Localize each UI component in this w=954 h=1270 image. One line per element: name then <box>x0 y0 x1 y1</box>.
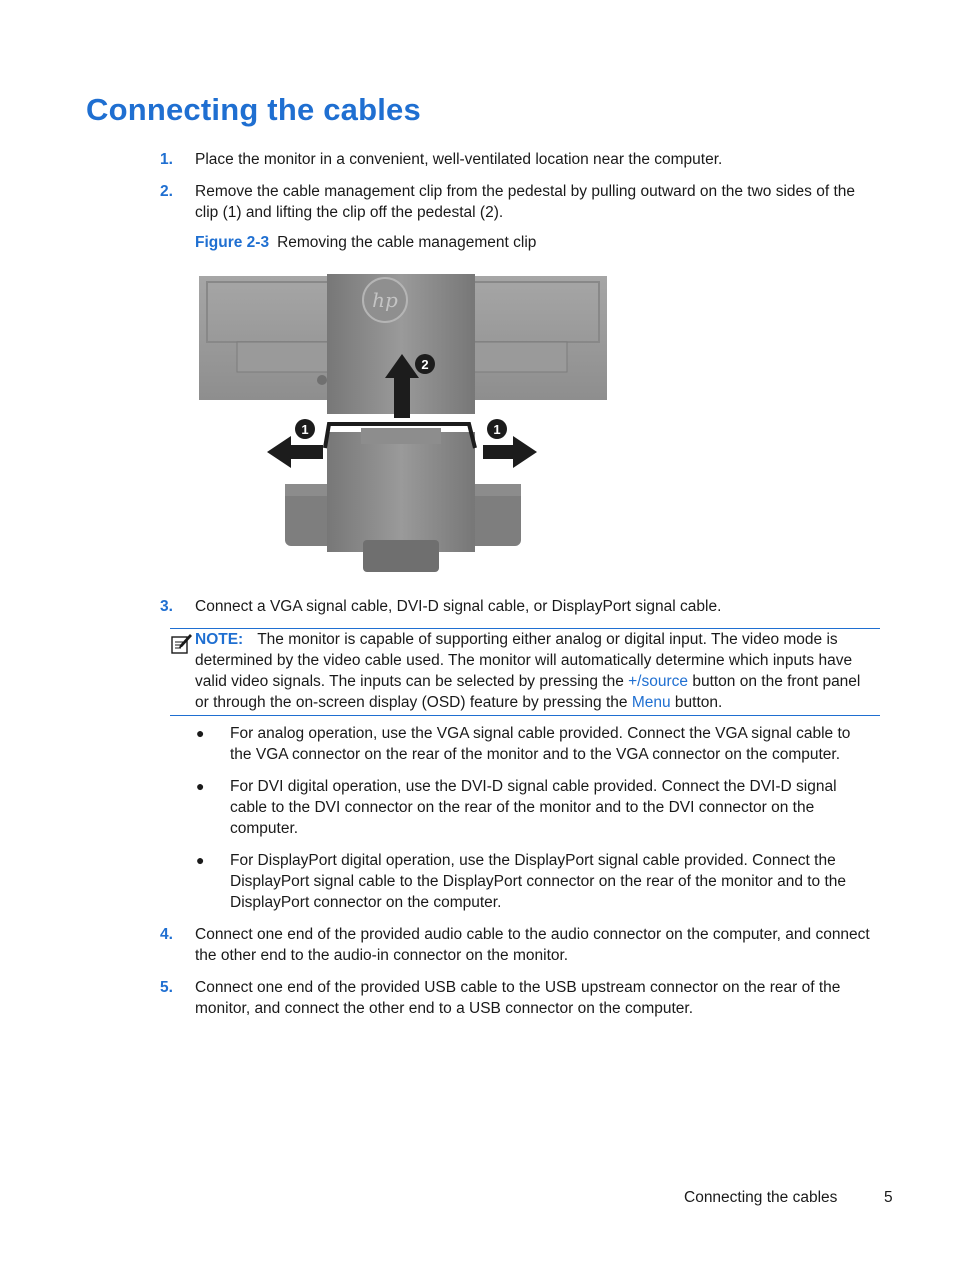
note-box <box>170 628 880 716</box>
bullet-dot: ● <box>196 725 205 741</box>
note-text-part: button. <box>670 694 723 711</box>
step-number: 2. <box>160 183 173 200</box>
hp-logo-text: hp <box>372 288 398 312</box>
arrow-left-icon <box>287 445 323 459</box>
figure-label: Figure 2-3 <box>195 234 270 251</box>
step-text: Connect one end of the provided USB cable to the USB upstream connector on the rear of the monitor, and connect the other end to a USB connector on the computer. <box>195 979 841 1017</box>
bullet-dot: ● <box>196 778 205 794</box>
step-number: 1. <box>160 151 173 168</box>
step-number: 5. <box>160 979 173 996</box>
bullet-text: For DVI digital operation, use the DVI-D signal cable provided. Connect the DVI-D signal cable to the DVI connector on the rear of the monitor and to the DVI connector on the computer. <box>230 778 837 837</box>
step-text: Connect a VGA signal cable, DVI-D signal cable, or DisplayPort signal cable. <box>195 598 722 615</box>
page-title: Connecting the cables <box>86 92 421 127</box>
step-text: Place the monitor in a convenient, well-ventilated location near the computer. <box>195 151 723 168</box>
note-text-part: button on the front panel or through the on-screen display (OSD) feature by pressing the <box>195 673 861 711</box>
callout-1-right-label: 1 <box>493 422 501 437</box>
step-text: Connect one end of the provided audio cable to the audio connector on the computer, and connect the other end to the audio-in connector on the monitor. <box>195 926 870 964</box>
cable-clip-figure <box>197 272 609 576</box>
bullet-text: For analog operation, use the VGA signal cable provided. Connect the VGA signal cable to the VGA connector on the rear of the monitor and to the VGA connector on the computer. <box>230 725 851 763</box>
figure-caption <box>195 234 536 252</box>
note-pencil-icon <box>170 633 192 655</box>
bullet-dot: ● <box>196 852 205 868</box>
bullet-text: For DisplayPort digital operation, use the DisplayPort signal cable provided. Connect the DisplayPort signal cable to the DisplayPort connector on the rear of the monitor and to the DisplayPort connector on the computer. <box>230 852 847 911</box>
note-text-part: The monitor is capable of supporting either analog or digital input. The video mode is determined by the video cable used. The monitor will automatically determine which inputs have valid video signals. The inputs can be selected by pressing the <box>195 631 853 690</box>
figure-caption-text: Removing the cable management clip <box>277 234 537 251</box>
source-button-link[interactable]: +/source <box>628 673 689 690</box>
page-number: 5 <box>884 1189 893 1206</box>
step-text: Remove the cable management clip from the pedestal by pulling outward on the two sides of the clip (1) and lifting the clip off the pedestal (2). <box>195 183 855 221</box>
note-label: NOTE: <box>195 631 244 648</box>
footer-section-title: Connecting the cables <box>684 1189 838 1206</box>
step-number: 4. <box>160 926 173 943</box>
callout-1-left-label: 1 <box>301 422 309 437</box>
arrow-up-icon <box>394 378 410 418</box>
menu-button-link[interactable]: Menu <box>631 694 671 711</box>
pedestal-column <box>327 432 475 552</box>
note-text <box>195 629 877 713</box>
step-number: 3. <box>160 598 173 615</box>
callout-2-label: 2 <box>421 357 429 372</box>
